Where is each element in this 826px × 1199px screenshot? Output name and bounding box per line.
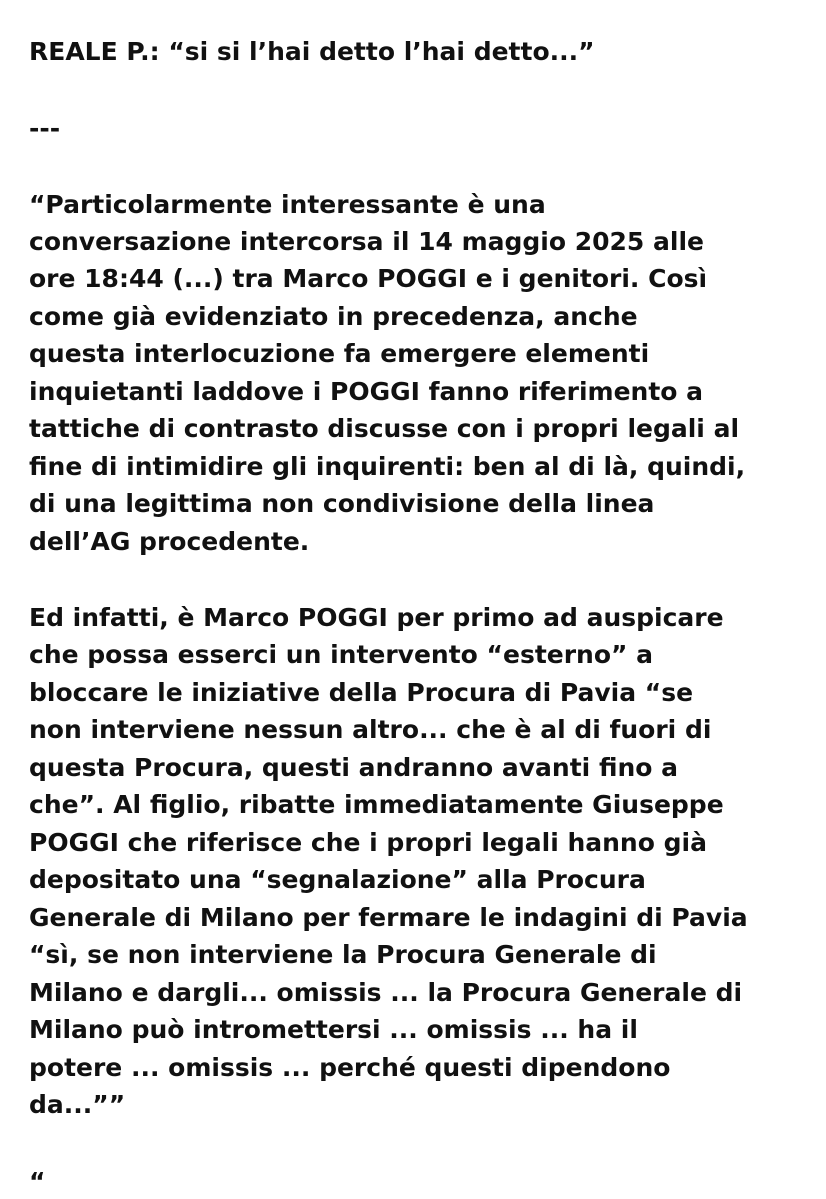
text-line: fine di intimidire gli inquirenti: ben al di là, quindi, xyxy=(29,452,746,481)
text-line: “sì, se non interviene la Procura Generale di xyxy=(29,940,657,969)
text-line: non interviene nessun altro... che è al di fuori di xyxy=(29,715,712,744)
text-line: POGGI che riferisce che i propri legali hanno già xyxy=(29,828,707,857)
text-line: “ xyxy=(29,1167,46,1196)
text-line: tattiche di contrasto discusse con i propri legali al xyxy=(29,414,740,443)
text-line: questa interlocuzione fa emergere elementi xyxy=(29,339,650,368)
text-line: “Particolarmente interessante è una xyxy=(29,190,546,219)
text-line: conversazione intercorsa il 14 maggio 2025 alle xyxy=(29,227,704,256)
text-line: da...”” xyxy=(29,1090,126,1119)
text-line: bloccare le iniziative della Procura di Pavia “se xyxy=(29,678,694,707)
text-line: Ed infatti, è Marco POGGI per primo ad auspicare xyxy=(29,603,724,632)
separator: --- xyxy=(29,114,61,143)
text-line: Milano e dargli... omissis ... la Procura Generale di xyxy=(29,978,743,1007)
text-line: di una legittima non condivisione della linea xyxy=(29,489,655,518)
text-line: Milano può intromettersi ... omissis ... ha il xyxy=(29,1015,638,1044)
text-line: che”. Al figlio, ribatte immediatamente Giuseppe xyxy=(29,790,724,819)
text-line: potere ... omissis ... perché questi dipendono xyxy=(29,1053,671,1082)
text-line: ore 18:44 (...) tra Marco POGGI e i genitori. Così xyxy=(29,264,708,293)
text-line: depositato una “segnalazione” alla Procura xyxy=(29,865,646,894)
text-line: Generale di Milano per fermare le indagini di Pavia xyxy=(29,903,748,932)
text-line: questa Procura, questi andranno avanti fino a xyxy=(29,753,679,782)
text-line: dell’AG procedente. xyxy=(29,527,310,556)
text-line: che possa esserci un intervento “esterno” a xyxy=(29,640,654,669)
text-line: come già evidenziato in precedenza, anche xyxy=(29,302,638,331)
text-line: REALE P.: “si si l’hai detto l’hai detto...” xyxy=(29,37,595,66)
text-line: inquietanti laddove i POGGI fanno riferimento a xyxy=(29,377,704,406)
